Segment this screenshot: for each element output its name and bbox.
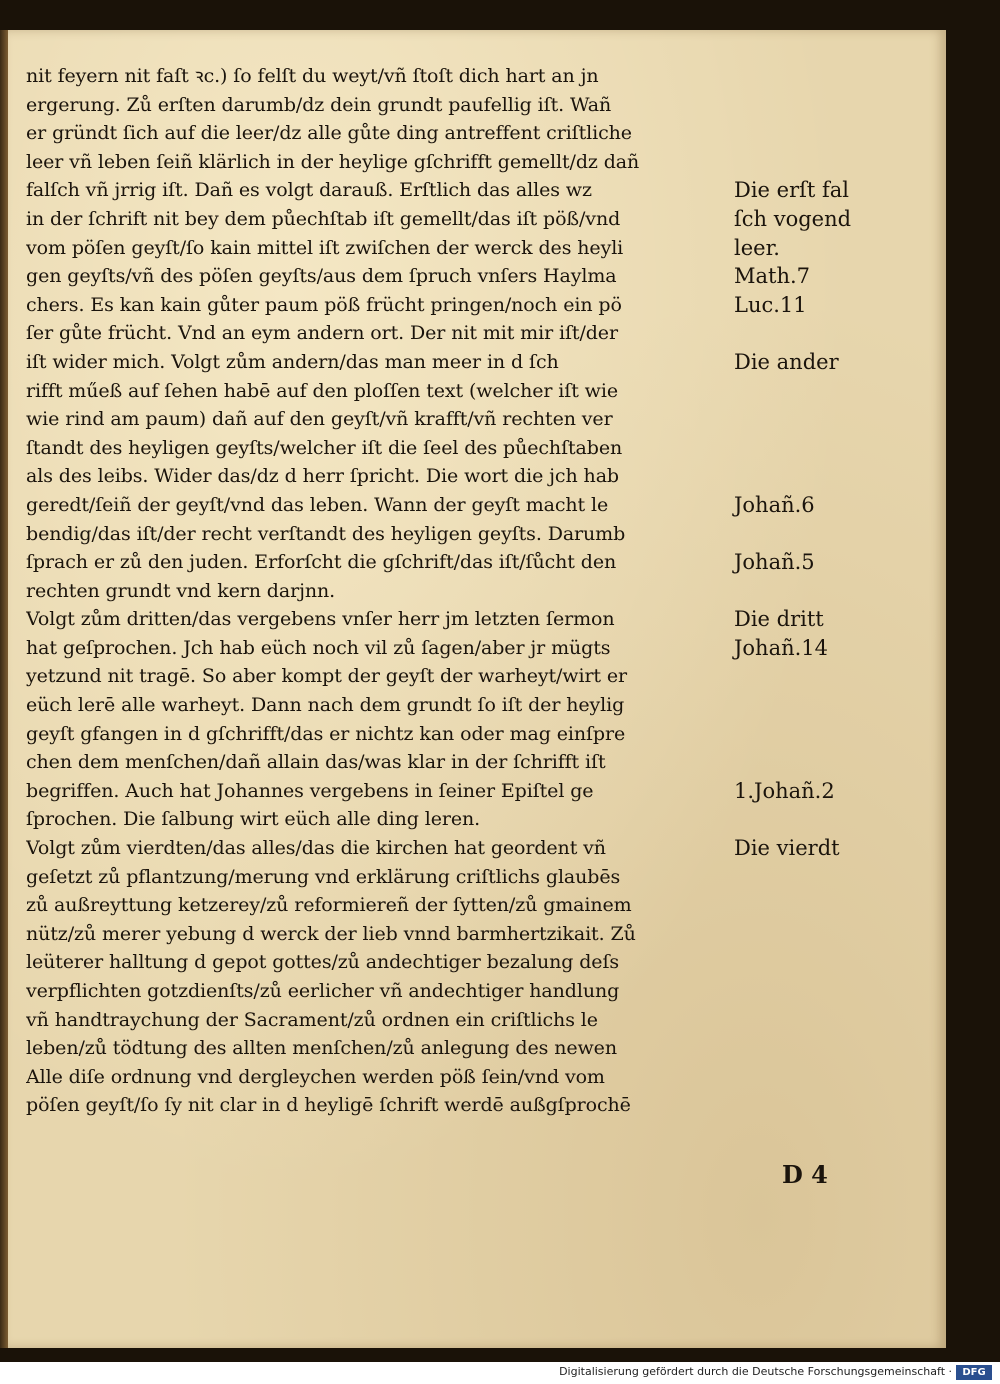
- text-line: iſt wider mich. Volgt zům andern/das man meer in d ſch: [26, 350, 559, 373]
- footer-credit: Digitalisierung gefördert durch die Deutsche Forschungsgemeinschaft ·: [559, 1365, 952, 1378]
- text-line: nütz/zů merer yebung d werck der lieb vnnd barmhertzikait. Zů: [26, 922, 636, 945]
- text-line: leüterer halltung d gepot gottes/zů andechtiger bezalung deſs: [26, 951, 620, 974]
- text-line: geſetzt zů pflantzung/merung vnd erklärung criſtlichs glaubēs: [26, 865, 621, 888]
- text-line: ſer gůte frücht. Vnd an eym andern ort. Der nit mit mir iſt/der: [26, 322, 618, 345]
- text-line: ſprochen. Die ſalbung wirt eüch alle ding leren.: [26, 808, 481, 831]
- text-line: vom pöſen geyſt/ſo kain mittel iſt zwiſchen der werck des heyli: [26, 236, 624, 259]
- main-text-block: [26, 62, 726, 1120]
- margin-note: 1.Johañ.2: [734, 779, 835, 803]
- text-line: vñ handtraychung der Sacrament/zů ordnen ein criſtlichs le: [26, 1008, 598, 1031]
- margin-note: Die ander: [734, 350, 839, 374]
- text-line: yetzund nit tragē. So aber kompt der geyſt der warheyt/wirt er: [26, 665, 628, 688]
- text-line: geyſt gfangen in d gſchrifft/das er nichtz kan oder mag einſpre: [26, 722, 626, 745]
- text-line: rechten grundt vnd kern darjnn.: [26, 579, 336, 602]
- text-line: in der ſchrift nit bey dem půechſtab iſt gemellt/das iſt pöß/vnd: [26, 207, 621, 230]
- text-line: als des leibs. Wider das/dz d herr ſpricht. Die wort die jch hab: [26, 465, 619, 488]
- text-line: leer vñ leben ſeiñ klärlich in der heylige gſchrifft gemellt/dz dañ: [26, 150, 640, 173]
- text-line: gen geyſts/vñ des pöſen geyſts/aus dem ſpruch vnſers Haylma: [26, 265, 617, 288]
- margin-note: ſch vogend: [734, 207, 852, 231]
- margin-note: Johañ.14: [734, 636, 829, 660]
- text-line: Alle diſe ordnung vnd dergleychen werden pöß ſein/vnd vom: [26, 1065, 605, 1088]
- text-line: Volgt zům dritten/das vergebens vnſer herr jm letzten ſermon: [26, 608, 615, 631]
- margin-note: Math.7: [734, 264, 811, 289]
- text-line: pöſen geyſt/ſo ſy nit clar in d heyligē ſchrift werdē außgſprochē: [26, 1094, 631, 1117]
- dfg-logo: DFG: [956, 1365, 992, 1380]
- text-line: rifft műeß auf ſehen habē auf den ploſſen text (welcher iſt wie: [26, 379, 618, 402]
- text-line: hat geſprochen. Jch hab eüch noch vil zů ſagen/aber jr mügts: [26, 636, 611, 659]
- margin-note: Die vierdt: [734, 836, 840, 861]
- text-line: falſch vñ jrrig iſt. Dañ es volgt darauß. Erſtlich das alles wz: [26, 179, 592, 202]
- text-line: er gründt ſich auf die leer/dz alle gůte ding antreffent criſtliche: [26, 122, 632, 145]
- text-line: wie rind am paum) dañ auf den geyſt/vñ krafft/vñ rechten ver: [26, 408, 613, 431]
- margin-note: Die erſt fal: [734, 178, 850, 203]
- margin-note: Johañ.6: [734, 493, 815, 517]
- text-line: Volgt zům vierdten/das alles/das die kirchen hat geordent vñ: [26, 837, 606, 860]
- text-line: begriffen. Auch hat Johannes vergebens in ſeiner Epiſtel ge: [26, 779, 594, 802]
- text-line: verpflichten gotzdienſts/zů eerlicher vñ andechtiger handlung: [26, 980, 620, 1002]
- footer-bar: [0, 1362, 1000, 1384]
- margin-note: Luc.11: [734, 292, 807, 317]
- text-line: leben/zů tödtung des allten menſchen/zů anlegung des newen: [26, 1037, 617, 1060]
- text-line: ſtandt des heyligen geyſts/welcher iſt die ſeel des půechſtaben: [26, 436, 623, 459]
- text-line: nit feyern nit faſt ꝛc.) ſo felſt du weyt/vñ ſtoſt dich hart an jn: [26, 65, 599, 87]
- text-line: chers. Es kan kain gůter paum pöß frücht pringen/noch ein pö: [26, 293, 622, 316]
- text-line: eüch lerē alle warheyt. Dann nach dem grundt ſo iſt der heylig: [26, 694, 625, 717]
- text-line: chen dem menſchen/dañ allain das/was klar in der ſchrifft iſt: [26, 751, 606, 774]
- text-line: bendig/das iſt/der recht verſtandt des heyligen geyſts. Darumb: [26, 522, 626, 545]
- signature-mark: D 4: [782, 1160, 828, 1189]
- margin-note: Die dritt: [734, 607, 824, 632]
- text-line: ſprach er zů den juden. Erforſcht die gſchrift/das iſt/ſůcht den: [26, 551, 617, 574]
- text-line: ergerung. Zů erſten darumb/dz dein grundt paufellig iſt. Wañ: [26, 93, 612, 116]
- margin-note: leer.: [734, 235, 780, 260]
- text-line: geredt/ſeiñ der geyſt/vnd das leben. Wann der geyſt macht le: [26, 493, 609, 516]
- margin-note: Johañ.5: [734, 550, 815, 575]
- text-line: zů außreyttung ketzerey/zů reformiereñ der ſytten/zů gmainem: [26, 894, 632, 917]
